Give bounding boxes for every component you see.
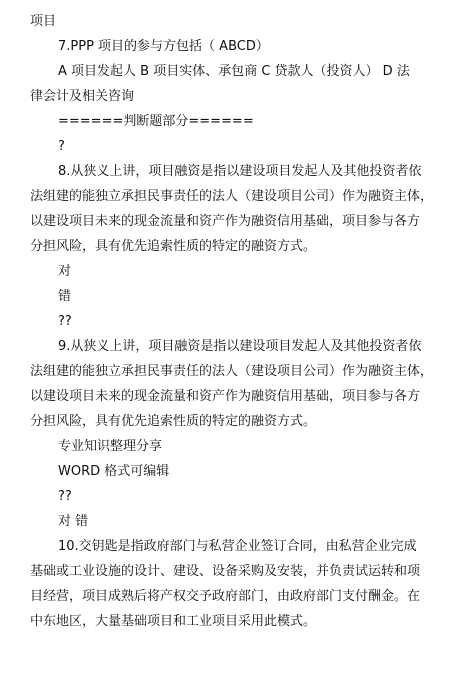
question-8-line-1: 8.从狭义上讲，项目融资是指以建设项目发起人及其他投资者依 — [58, 164, 422, 179]
question-10-line-4: 中东地区，大量基础项目和工业项目采用此模式。 — [30, 614, 317, 629]
question-7-options: A 项目发起人 B 项目实体、承包商 C 贷款人（投资人） D 法 — [58, 64, 410, 79]
answer-false: 错 — [58, 289, 72, 304]
question-marks: ?? — [58, 314, 72, 329]
footer-note-share: 专业知识整理分享 — [58, 439, 163, 454]
question-10-line-2: 基础或工业设施的设计、建设、设备采购及安装，并负责试运转和项 — [30, 564, 421, 579]
question-10-line-3: 目经营，项目成熟后将产权交予政府部门，由政府部门支付酬金。在 — [30, 589, 421, 604]
question-marks: ?? — [58, 489, 72, 504]
question-7: 7.PPP 项目的参与方包括（ ABCD） — [58, 39, 269, 54]
question-9-line-1: 9.从狭义上讲，项目融资是指以建设项目发起人及其他投资者依 — [58, 339, 422, 354]
question-10-line-1: 10.交钥匙是指政府部门与私营企业签订合同，由私营企业完成 — [58, 539, 417, 554]
question-9-line-4: 分担风险，具有优先追索性质的特定的融资方式。 — [30, 414, 317, 429]
answer-true: 对 — [58, 264, 72, 279]
question-7-options-cont: 律会计及相关咨询 — [30, 89, 135, 104]
question-9-line-2: 法组建的能独立承担民事责任的法人（建设项目公司）作为融资主体， — [30, 364, 434, 379]
footer-note-word: WORD 格式可编辑 — [58, 464, 170, 479]
question-8-line-3: 以建设项目未来的现金流量和资产作为融资信用基础，项目参与各方 — [30, 214, 421, 229]
section-heading-judgment: ======判断题部分====== — [58, 114, 254, 129]
question-9-line-3: 以建设项目未来的现金流量和资产作为融资信用基础，项目参与各方 — [30, 389, 421, 404]
question-8-line-4: 分担风险，具有优先追索性质的特定的融资方式。 — [30, 239, 317, 254]
text-line-project: 项目 — [30, 14, 57, 29]
question-8-line-2: 法组建的能独立承担民事责任的法人（建设项目公司）作为融资主体， — [30, 189, 434, 204]
question-mark: ? — [58, 139, 65, 154]
answer-true-false: 对 错 — [58, 514, 89, 529]
